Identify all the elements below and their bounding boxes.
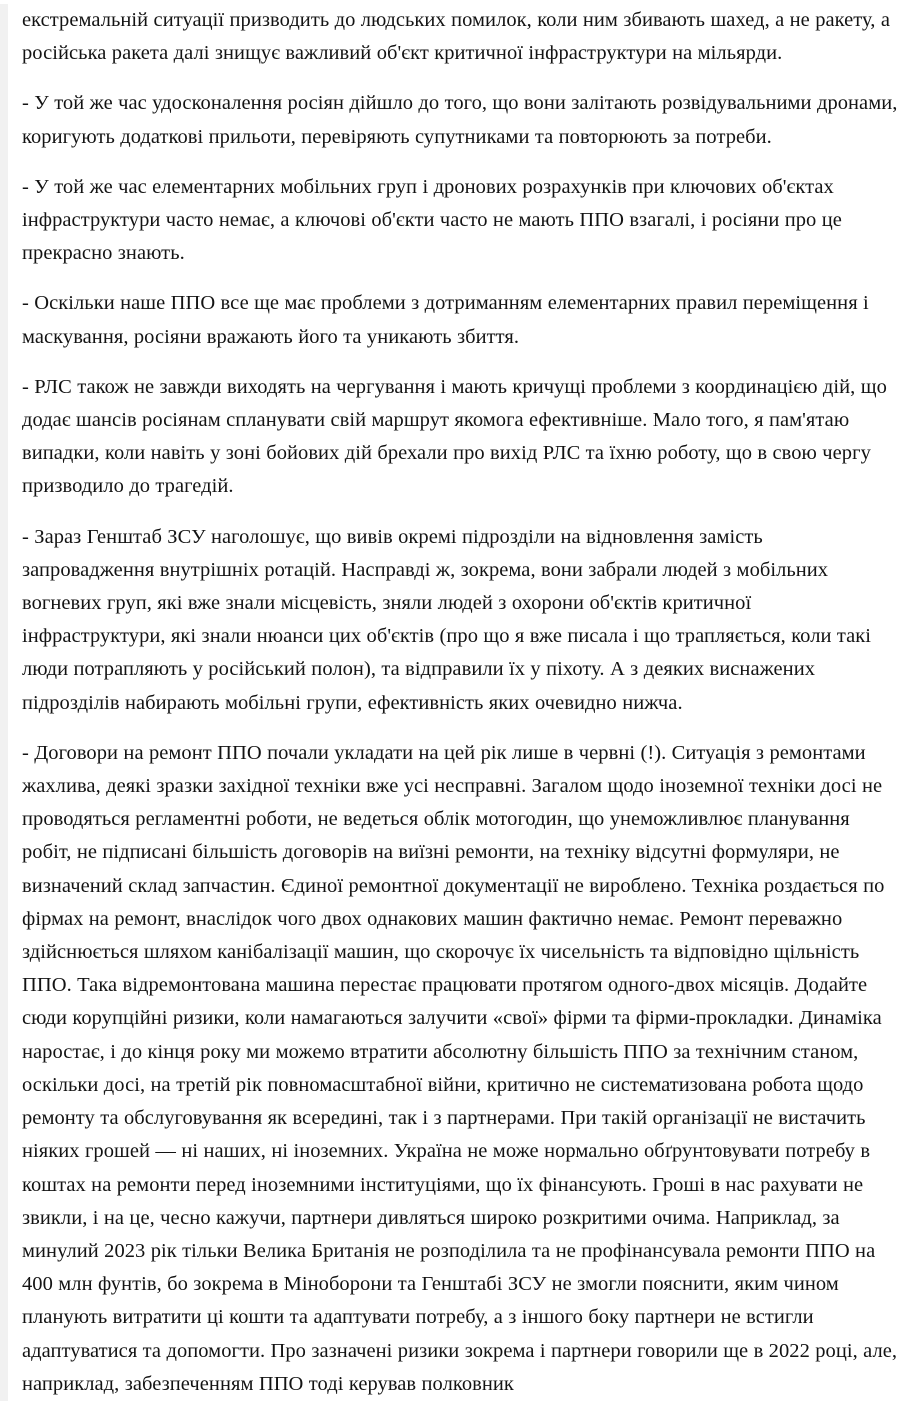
document-page (0, 4, 917, 1401)
paragraph: - У той же час удосконалення росіян дійшло до того, що вони залітають розвідувальними дронами, коригують додаткові прильоти, перевіряють супутниками та повторюють за потреби. (22, 92, 898, 148)
paragraph: - Оскільки наше ППО все ще має проблеми з дотриманням елементарних правил переміщення і маскування, росіяни вражають його та уникають збиття. (22, 292, 869, 348)
paragraph: - РЛС також не завжди виходять на чергування і мають кричущі проблеми з координацією дій, що додає шансів росіянам спланувати свій маршрут якомога ефективніше. Мало того, я пам'ятаю випадки, коли навіть у зоні бойових дій брехали про вихід РЛС та їхню роботу, що в свою чергу призводило до трагедій. (22, 375, 887, 498)
paragraph: - Зараз Генштаб ЗСУ наголошує, що вивів окремі підрозділи на відновлення замість запровадження внутрішніх ротацій. Насправді ж, зокрема, вони забрали людей з мобільних вогневих груп, які вже знали місцевість, зняли людей з охорони об'єктів критичної інфраструктури, які знали нюанси цих об'єктів (про що я вже писала і що трапляється, коли такі люди потрапляють у російський полон), та відправили їх у піхоту. А з деяких виснажених підрозділів набирають мобільні групи, ефективність яких очевидно нижча. (22, 525, 872, 714)
article-body (0, 4, 917, 1401)
paragraph: - У той же час елементарних мобільних груп і дронових розрахунків при ключових об'єктах інфраструктури часто немає, а ключові об'єкти часто не мають ППО взагалі, і росіяни про це прекрасно знають. (22, 175, 842, 265)
page-left-margin-rail (0, 4, 8, 1401)
paragraph: - Договори на ремонт ППО почали укладати на цей рік лише в червні (!). Ситуація з ремонтами жахлива, деякі зразки західної техніки вже усі несправні. Загалом щодо іноземної техніки досі не проводяться регламентні роботи, не ведеться облік мотогодин, що унеможливлює планування робіт, не підписані більшість договорів на виїзні ремонти, на техніку відсутні формуляри, не визначений склад запчастин. Єдиної ремонтної документації не вироблено. Техніка роздається по фірмах на ремонт, внаслідок чого двох однакових машин фактично немає. Ремонт переважно здійснюється шляхом канібалізації машин, що скорочує їх чисельність та відповідно щільність ППО. Така відремонтована машина перестає працювати протягом одного-двох місяців. Додайте сюди корупційні ризики, коли намагаються залучити «свої» фірми та фірми-прокладки. Динаміка наростає, і до кінця року ми можемо втратити абсолютну більшість ППО за технічним станом, оскільки досі, на третій рік повномасштабної війни, критично не систематизована робота щодо ремонту та обслуговування як всередині, так і з партнерами. При такій організації не вистачить ніяких грошей — ні наших, ні іноземних. Україна не може нормально обґрунтовувати потребу в коштах на ремонти перед іноземними інституціями, що їх фінансують. Гроші в нас рахувати не звикли, і на це, чесно кажучи, партнери дивляться широко розкритими очима. Наприклад, за минулий 2023 рік тільки Велика Британія не розподілила та не профінансувала ремонти ППО на 400 млн фунтів, бо зокрема в Міноборони та Генштабі ЗСУ не змогли пояснити, яким чином планують витратити ці кошти та адаптувати потребу, а з іншого боку партнери не встигли адаптуватися та допомогти. Про зазначені ризики зокрема і партнери говорили ще в 2022 році, але, наприклад, забезпеченням ППО тоді керував полковник (22, 741, 898, 1395)
paragraph: екстремальній ситуації призводить до людських помилок, коли ним збивають шахед, а не ракету, а російська ракета далі знищує важливий об'єкт критичної інфраструктури на мільярди. (22, 9, 890, 65)
